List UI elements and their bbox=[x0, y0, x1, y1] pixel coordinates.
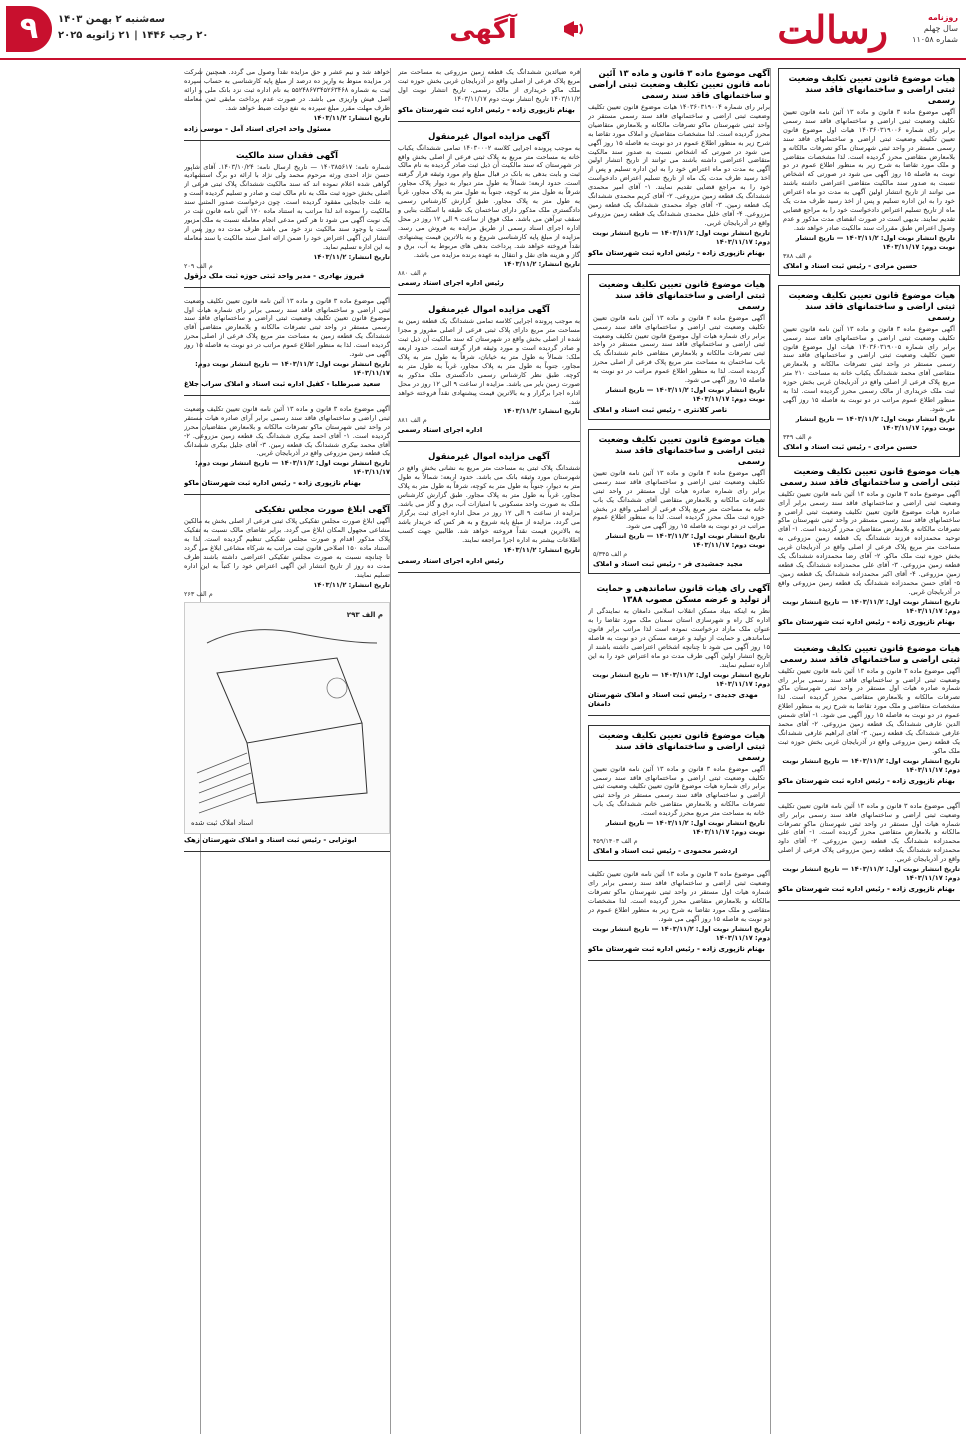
ad-notice bbox=[778, 802, 960, 901]
ad-signature: مهدی جدیدی - رئیس ثبت اسناد و املاک شهرستان دامغان bbox=[588, 690, 758, 708]
ad-subdivision bbox=[184, 504, 390, 851]
ad-title: آگهی مزایده اموال غیرمنقول bbox=[428, 130, 550, 141]
ads-columns bbox=[6, 68, 960, 1434]
ad-auction bbox=[398, 131, 580, 296]
ad-body: آگهی موضوع ماده ۳ قانون و ماده ۱۳ آئین نامه قانون تعیین تکلیف وضعیت ثبتی اراضی و ساختمانهای فاقد سند رسمی برابر آرای صادره هیات مستقر در واحد ثبتی شهرستان ماکو تصرفات مالکانه و بلامعارض متقاضیان محرز گردیده است. ۱- آقای احمد بیکری ششدانگ یک قطعه زمین مزروعی. ۲- آقای محمد بیکری ششدانگ یک قطعه زمین. ۳- آقای جلیل بیکری ششدانگ یک قطعه زمین مزروعی واقع در آذربایجان غربی. bbox=[184, 404, 390, 458]
ad-body: آگهی موضوع ماده ۳ قانون و ماده ۱۳ آئین نامه قانون تعیین تکلیف وضعیت ثبتی اراضی و ساختمانهای فاقد سند رسمی برابر رای شماره ۱۴۰۳۶۰۳۱۹۰۰۶ هیات اول موضوع قانون تعیین تکلیف وضعیت ثبتی اراضی و ساختمانهای فاقد سند رسمی مستقر در واحد ثبتی شهرستان ماکو تصرفات مالکانه و بلامعارض متقاضی محرز گردیده است. لذا مشخصات متقاضی و ملک مورد تقاضا به شرح زیر به منظور اطلاع عموم در دو نوبت به فاصله ۱۵ روز آگهی می شود در صورتی که اشخاص نسبت به صدور سند مالکیت متقاضی اعتراضی داشته باشند می توانند از تاریخ انتشار اولین آگهی به مدت دو ماه اعتراض خود را به این اداره تسلیم و پس از اخذ رسید ظرف مدت یک ماه از تاریخ تسلیم اعتراض دادخواست خود را به مراجع قضایی تقدیم نمایند. بدیهی است در صورت انقضای مدت مذکور و عدم وصول اعتراض طبق مقررات سند مالکیت صادر خواهد شد. bbox=[783, 108, 956, 232]
ad-notice bbox=[588, 583, 770, 715]
ad-title: آگهی رای هیات قانون ساماندهی و حمایت از تولید و عرضه مسکن مصوب ۱۳۸۸ bbox=[596, 583, 770, 605]
ad-notice bbox=[778, 466, 960, 634]
column-rule bbox=[390, 68, 391, 1434]
ad-body: آگهی ابلاغ صورت مجلس تفکیکی پلاک ثبتی فرعی از اصلی بخش به مالکین مشاعی مجهول المکان ابلاغ می گردد. برابر تقاضای مالک نسبت به تفکیک پلاک مذکور اقدام و صورت مجلس تفکیکی تنظیم گردیده است. لذا به استناد ماده ۱۵۰ اصلاحی قانون ثبت مراتب به شرکاء مشاعی ابلاغ می گردد تا چنانچه نسبت به صورت مجلس تفکیکی اعتراضی داشته باشند ظرف مدت ده روز از تاریخ انتشار این آگهی اعتراض خود را کتباً به این اداره تسلیم نمایند. bbox=[184, 517, 390, 579]
ad-notice bbox=[588, 68, 770, 265]
issue-date bbox=[58, 12, 228, 44]
ad-signature: بهنام نازپوری زاده - رئیس اداره ثبت شهرستان ماکو bbox=[778, 885, 955, 894]
ad-title: هیات موضوع قانون تعیین تکلیف وضعیت ثبتی اراضی و ساختمانهای فاقد سند رسمی bbox=[598, 433, 765, 466]
ad-notice bbox=[398, 68, 580, 122]
ad-notice bbox=[588, 274, 770, 420]
ad-date: تاریخ انتشار نوبت اول: ۱۴۰۳/۱۱/۲ — تاریخ انتشار نوبت دوم: ۱۴۰۳/۱۱/۱۷ bbox=[605, 532, 765, 550]
ad-date: تاریخ انتشار: ۱۴۰۳/۱۱/۲ bbox=[313, 113, 390, 122]
ad-date: تاریخ انتشار: ۱۴۰۳/۱۱/۲ bbox=[503, 545, 580, 554]
ad-body: آگهی موضوع ماده ۳ قانون و ماده ۱۳ آئین نامه قانون تعیین تکلیف وضعیت ثبتی اراضی و ساختمانهای فاقد سند رسمی برابر رای شماره هیات موضوع قانون تعیین تکلیف وضعیت ثبتی اراضی و ساختمانهای فاقد سند رسمی مستقر در واحد ثبتی تصرفات مالکانه و بلامعارض متقاضی خانم ششدانگ یک باب خانه به مساحت متر مربع محرز گردیده است. bbox=[593, 764, 766, 818]
ad-date: تاریخ انتشار: ۱۴۰۳/۱۱/۲ bbox=[313, 580, 390, 589]
ad-title: هیات موضوع قانون تعیین تکلیف وضعیت ثبتی اراضی و ساختمانهای فاقد سند رسمی bbox=[598, 278, 765, 311]
ad-title: هیات موضوع قانون تعیین تکلیف وضعیت ثبتی اراضی و ساختمانهای فاقد سند رسمی bbox=[788, 73, 955, 105]
issue-year: سال چهلم bbox=[923, 24, 958, 33]
ad-body: آگهی موضوع ماده ۳ قانون و ماده ۱۳ آئین نامه قانون تعیین تکلیف وضعیت ثبتی اراضی و ساختمانهای فاقد سند رسمی برابر رای شماره ۱۴۰۳۶۰۳۱۹۰۰۵ هیات اول موضوع قانون تعیین تکلیف وضعیت ثبتی اراضی و ساختمانهای فاقد سند رسمی مستقر در واحد ثبتی تصرفات مالکانه و بلامعارض متقاضی آقای محمد ششدانگ یکباب خانه به مساحت ۲۱۰ متر مربع پلاک فرعی از اصلی واقع در آذربایجان غربی بخش حوزه ثبت ملک خریداری از مالک رسمی محرز گردیده است. لذا به منظور اطلاع عموم مراتب در دو نوبت به فاصله ۱۵ روز آگهی می شود. bbox=[783, 324, 956, 413]
date-persian: سه‌شنبه ۲ بهمن ۱۴۰۳ bbox=[58, 14, 166, 25]
ad-ref: م الف ۸۸۰ bbox=[398, 269, 427, 278]
ad-signature: حسین مرادی - رئیس ثبت اسناد و املاک bbox=[783, 261, 918, 270]
ad-body: آگهی موضوع ماده ۳ قانون و ماده ۱۳ آئین نامه قانون تعیین تکلیف وضعیت ثبتی اراضی و ساختمانهای فاقد سند رسمی برابر رای شماره صادره هیات اول مستقر در واحد ثبتی تصرفات مالکانه و بلامعارض متقاضی آقای ششدانگ یک باب خانه به مساحت متر مربع پلاک فرعی از اصلی واقع در بخش حوزه ثبت ملک محرز گردیده است. لذا به منظور اطلاع عموم مراتب در دو نوبت به فاصله ۱۵ روز آگهی می شود. bbox=[593, 468, 766, 531]
page-number-badge: ۹ bbox=[6, 6, 52, 52]
ad-date: تاریخ انتشار نوبت اول: ۱۴۰۳/۱۱/۲ — تاریخ انتشار نوبت دوم: ۱۴۰۳/۱۱/۱۷ bbox=[795, 414, 955, 432]
column-1 bbox=[778, 68, 960, 1434]
ad-date: تاریخ انتشار نوبت اول: ۱۴۰۳/۱۱/۲ — تاریخ انتشار نوبت دوم: ۱۴۰۳/۱۱/۱۷ bbox=[605, 819, 765, 837]
logo-block bbox=[708, 6, 958, 54]
ad-lost-deed bbox=[184, 150, 390, 288]
ad-date: تاریخ انتشار نوبت اول: ۱۴۰۳/۱۱/۲ — تاریخ انتشار نوبت دوم: ۱۴۰۳/۱۱/۱۷ bbox=[782, 756, 960, 774]
ad-signature: ابوترابی - رئیس ثبت اسناد و املاک شهرستان زهک bbox=[184, 835, 357, 844]
ad-date: تاریخ انتشار: ۱۴۰۳/۱۱/۲ bbox=[503, 260, 580, 269]
ad-body: آگهی موضوع ماده ۳ قانون و ماده ۱۳ آئین نامه قانون تعیین تکلیف وضعیت ثبتی اراضی و ساختمانهای فاقد سند رسمی برابر آرای صادره هیات موضوع قانون تعیین تکلیف وضعیت ثبتی اراضی و ساختمانهای فاقد سند رسمی مستقر در واحد ثبتی شهرستان ماکو تصرفات مالکانه و بلامعارض متقاضیان محرز گردیده است. ۱- آقای توحید محمدزاده فرزند ششدانگ یک قطعه زمین مزروعی به مساحت متر مربع پلاک فرعی از اصلی واقع در آذربایجان غربی بخش حوزه ثبت ملک ماکو. ۲- آقای رضا محمدزاده ششدانگ یک قطعه زمین مزروعی. ۳- آقای علی محمدزاده ششدانگ یک قطعه زمین مزروعی. ۴- آقای اکبر محمدزاده ششدانگ یک قطعه زمین. ۵- آقای حسن محمدزاده ششدانگ یک قطعه زمین مزروعی واقع در آذربایجان غربی. bbox=[778, 489, 960, 596]
ad-signature: حسین مرادی - رئیس ثبت اسناد و املاک bbox=[783, 442, 918, 451]
ad-body: شماره نامه: ۱۴۰۳۸۵۶۱۷ — تاریخ ارسال نامه: ۱۴۰۳/۱۰/۲۴. آقای شاپور حسن نژاد احدی ورثه مرحوم محمد ولی نژاد با ارائه دو برگ استشهادیه گواهی شده اعلام نموده اند که سند مالکیت ششدانگ پلاک ثبتی فرعی از اصلی بخش حوزه ثبت ملک به نام مالک ثبت و صادر و تسلیم گردیده است و به علت جابجایی مفقود گردیده است. چون درخواست صدور المثنی سند مالکیت را نموده اند لذا مراتب به استناد ماده ۱۲۰ آئین نامه قانون ثبت در یک نوبت آگهی می شود تا هر کس مدعی انجام معامله نسبت به ملک مزبور است یا وجود سند مالکیت نزد خود می باشد ظرف مدت ده روز پس از انتشار این آگهی اعتراض خود را ضمن ارائه اصل سند مالکیت یا سند معامله به این اداره تسلیم نماید. bbox=[184, 162, 390, 251]
ad-notice bbox=[184, 68, 390, 141]
ad-body: برابر رای شماره ۱۴۰۳۶۰۳۱۹۰۰۴ هیات موضوع قانون تعیین تکلیف وضعیت ثبتی اراضی و ساختمانهای فاقد سند رسمی مستقر در واحد ثبتی شهرستان ماکو تصرفات مالکانه و بلامعارض متقاضیان محرز گردیده است. لذا مشخصات متقاضیان و املاک مورد تقاضا به شرح زیر به منظور اطلاع عموم در دو نوبت به فاصله ۱۵ روز آگهی می شود در صورتی که اشخاص نسبت به صدور سند مالکیت متقاضی اعتراضی داشته باشند می توانند از تاریخ انتشار اولین آگهی به مدت دو ماه اعتراض خود را به این اداره تسلیم و پس از اخذ رسید ظرف مدت یک ماه از تاریخ تسلیم اعتراض دادخواست خود را به مراجع قضایی تقدیم نمایند. ۱- آقای امیر محمدی ششدانگ یک قطعه زمین مزروعی. ۲- آقای کریم محمدی ششدانگ یک قطعه زمین. ۳- آقای جواد محمدی ششدانگ یک قطعه زمین مزروعی. ۴- آقای خلیل محمدی ششدانگ یک قطعه زمین مزروعی واقع در آذربایجان غربی. bbox=[588, 103, 770, 227]
ad-date: تاریخ انتشار نوبت اول: ۱۴۰۳/۱۱/۲ — تاریخ انتشار نوبت دوم: ۱۴۰۳/۱۱/۱۷ bbox=[605, 385, 765, 403]
ad-body: به موجب پرونده اجرایی کلاسه ۱۴۰۳۰۰۰۲ تمامی ششدانگ یکباب خانه به مساحت متر مربع به پلاک ثبتی فرعی از اصلی بخش واقع در شهرستان که سند مالکیت آن ذیل ثبت صادر گردیده به نام مالک ثبت و بابت بدهی به بانک در قبال مبلغ وام مورد وثیقه قرار گرفته است. حدود اربعه: شمالاً به طول متر دیوار به دیوار پلاک مجاور، شرقاً به طول متر به کوچه، جنوباً به طول متر به پلاک مجاور، غرباً به طول متر به پلاک مجاور. طبق گزارش کارشناس رسمی دادگستری ملک مذکور دارای ساختمان یک طبقه با اسکلت بنایی و سقف تیرآهن می باشد. ملک فوق از ساعت ۹ الی ۱۲ روز در محل اداره اجرای اسناد رسمی از طریق مزایده به فروش می رسد. مزایده از مبلغ پایه کارشناسی شروع و به بالاترین قیمت پیشنهادی نقداً فروخته خواهد شد. پرداخت بدهی های مربوط به آب، برق و گاز و هزینه های نقل و انتقال به عهده برنده مزایده می باشد. bbox=[398, 143, 580, 259]
ad-ref: م الف ۲۰۹ bbox=[184, 261, 213, 270]
ad-signature: اردشیر محمودی - رئیس ثبت اسناد و املاک bbox=[593, 847, 738, 856]
ad-body: آگهی موضوع ماده ۳ قانون و ماده ۱۳ آئین نامه قانون تعیین تکلیف وضعیت ثبتی اراضی و ساختمانهای فاقد سند رسمی برابر رای شماره هیات اول مستقر در واحد ثبتی شهرستان ماکو تصرفات مالکانه و بلامعارض متقاضی محرز گردیده است. ۱- آقای علی محمدزاده ششدانگ یک قطعه زمین مزروعی. ۲- آقای داود محمدزاده ششدانگ یک قطعه زمین مزروعی پلاک فرعی از اصلی واقع در آذربایجان غربی. bbox=[778, 801, 960, 864]
ad-title: هیات موضوع قانون تعیین تکلیف وضعیت ثبتی اراضی و ساختمانهای فاقد سند رسمی bbox=[788, 289, 955, 322]
ad-signature: ناصر کلانتری - رئیس ثبت اسناد و املاک bbox=[593, 405, 728, 414]
ad-notice bbox=[184, 297, 390, 396]
column-2 bbox=[588, 68, 770, 1434]
ad-body: قره ضیائدین ششدانگ یک قطعه زمین مزروعی به مساحت متر مربع پلاک فرعی از اصلی واقع در آذربایجان غربی بخش حوزه ثبت ملک ماکو خریداری از مالک رسمی. تاریخ انتشار نوبت اول ۱۴۰۳/۱۱/۲ تاریخ انتشار نوبت دوم ۱۴۰۳/۱۱/۱۷ bbox=[398, 68, 580, 103]
ad-body: ششدانگ پلاک ثبتی به مساحت متر مربع به نشانی بخش واقع در شهرستان مورد وثیقه بانک می باشد. حدود اربعه: شمالاً به طول متر به دیوار، جنوباً به طول متر به کوچه، شرقاً به طول متر به پلاک مجاور، غرباً به طول متر به پلاک مجاور. طبق گزارش کارشناس ملک به صورت واحد مسکونی با امتیازات آب، برق و گاز می باشد. مزایده از ساعت ۹ الی ۱۲ روز در محل اداره اجرای ثبت برگزار می گردد. مزایده از مبلغ پایه شروع و به هر کس که خریدار باشد به بالاترین قیمت نقداً فروخته خواهد شد. طالبین جهت کسب اطلاعات بیشتر به اداره اجرا مراجعه نمایند. bbox=[398, 464, 580, 544]
ad-title: آگهی ابلاغ صورت مجلس تفکیکی bbox=[254, 504, 390, 515]
ad-date: تاریخ انتشار نوبت اول: ۱۴۰۳/۱۱/۲ — تاریخ انتشار نوبت دوم: ۱۴۰۳/۱۱/۱۷ bbox=[782, 597, 960, 615]
survey-sketch-icon bbox=[185, 603, 389, 833]
ad-notice bbox=[778, 643, 960, 793]
ad-ref: م الف ۴۵۹/۱۴۰۳ bbox=[593, 837, 638, 846]
ad-signature: بهنام نازپوری زاده - رئیس اداره ثبت شهرستان ماکو bbox=[184, 479, 361, 488]
column-rule bbox=[580, 68, 581, 1434]
ad-title: هیات موضوع قانون تعیین تکلیف وضعیت ثبتی اراضی و ساختمانهای فاقد سند رسمی bbox=[598, 729, 765, 762]
ad-notice bbox=[184, 405, 390, 495]
column-4 bbox=[184, 68, 390, 1434]
ad-date: تاریخ انتشار نوبت اول: ۱۴۰۳/۱۱/۲ — تاریخ انتشار نوبت دوم: ۱۴۰۳/۱۱/۱۷ bbox=[795, 233, 955, 251]
ad-ref: م الف ۸۸۱ bbox=[398, 416, 427, 425]
ad-signature: رئیس اداره اجرای اسناد رسمی bbox=[398, 556, 504, 565]
ad-body: آگهی موضوع ماده ۳ قانون و ماده ۱۳ آئین نامه قانون تعیین تکلیف وضعیت ثبتی اراضی و ساختمانهای فاقد سند رسمی برابر رای شماره هیات اول موضوع قانون تعیین تکلیف وضعیت ثبتی اراضی و ساختمانهای فاقد سند رسمی مستقر در واحد ثبتی تصرفات مالکانه و بلامعارض متقاضی خانم ششدانگ یک باب ساختمان به مساحت متر مربع پلاک فرعی از اصلی محرز گردیده است. لذا به منظور اطلاع عموم مراتب در دو نوبت به فاصله ۱۵ روز آگهی می شود. bbox=[593, 313, 766, 385]
ad-notice bbox=[588, 870, 770, 960]
ad-notice bbox=[588, 429, 770, 574]
ad-date: تاریخ انتشار نوبت اول: ۱۴۰۳/۱۱/۲ — تاریخ انتشار نوبت دوم: ۱۴۰۳/۱۱/۱۷ bbox=[592, 228, 770, 246]
ad-body: به موجب پرونده اجرایی کلاسه تمامی ششدانگ یک قطعه زمین به مساحت متر مربع دارای پلاک ثبتی فرعی از اصلی مفروز و مجزا شده از اصلی بخش واقع در شهرستان که سند مالکیت آن ذیل ثبت و صادر گردیده است و مورد وثیقه قرار گرفته است. حدود اربعه ملک: شمالاً به طول متر به خیابان، شرقاً به طول متر به پلاک مجاور، جنوباً به طول متر به پلاک مجاور، غرباً به طول متر به کوچه. طبق نظر کارشناس رسمی دادگستری ملک مذکور به صورت زمین بایر می باشد. مزایده از ساعت ۹ الی ۱۲ روز در محل اداره اجرا برگزار و به بالاترین قیمت پیشنهادی نقداً فروخته خواهد شد. bbox=[398, 317, 580, 406]
newspaper-logo: رسالت bbox=[777, 7, 888, 52]
ad-ref: م الف ۲۶۳ bbox=[184, 589, 213, 598]
ad-signature: بهنام نازپوری زاده - رئیس اداره ثبت شهرستان ماکو bbox=[778, 776, 955, 785]
ad-notice bbox=[588, 725, 770, 861]
ad-date: تاریخ انتشار: ۱۴۰۳/۱۱/۲ bbox=[313, 252, 390, 261]
ad-signature: بهنام نازپوری زاده - رئیس اداره ثبت شهرستان ماکو bbox=[588, 944, 765, 953]
ad-signature: بهنام نازپوری زاده - رئیس اداره ثبت شهرستان ماکو bbox=[398, 105, 575, 114]
ad-title: آگهی موضوع ماده ۳ قانون و ماده ۱۳ آئین نامه قانون تعیین تکلیف وضعیت ثبتی اراضی و ساختمانهای فاقد سند رسمی bbox=[588, 68, 770, 100]
column-3 bbox=[398, 68, 580, 1434]
megaphone-icon bbox=[560, 16, 586, 42]
ad-signature: بهنام نازپوری زاده - رئیس اداره ثبت شهرستان ماکو bbox=[778, 617, 955, 626]
ad-title: آگهی مزایده اموال غیرمنقول bbox=[428, 451, 550, 462]
ad-title: هیات موضوع قانون تعیین تکلیف وضعیت ثبتی اراضی و ساختمانهای فاقد سند رسمی bbox=[780, 465, 960, 487]
ad-body: آگهی موضوع ماده ۳ قانون و ماده ۱۳ آئین نامه قانون تعیین تکلیف وضعیت ثبتی اراضی و ساختمانهای فاقد سند رسمی برابر رای شماره هیات اول مستقر در واحد ثبتی شهرستان ماکو تصرفات مالکانه و بلامعارض متقاضی محرز گردیده است. لذا مشخصات متقاضی و ملک مورد تقاضا به شرح زیر به منظور اطلاع عموم در دو نوبت به فاصله ۱۵ روز آگهی می شود. bbox=[588, 870, 770, 923]
masthead bbox=[0, 0, 966, 60]
ad-auction bbox=[398, 451, 580, 572]
ad-title: آگهی فقدان سند مالکیت bbox=[236, 149, 338, 160]
ad-signature: بهنام نازپوری زاده - رئیس اداره ثبت شهرستان ماکو bbox=[588, 248, 765, 257]
ad-date: تاریخ انتشار نوبت اول: ۱۴۰۳/۱۱/۲ — تاریخ انتشار نوبت دوم: ۱۴۰۳/۱۱/۱۷ bbox=[195, 459, 390, 477]
logo-subtitle: روزنامه bbox=[928, 13, 958, 22]
issue-meta bbox=[892, 12, 958, 45]
ad-date: تاریخ انتشار نوبت اول: ۱۴۰۳/۱۱/۲ — تاریخ انتشار نوبت دوم: ۱۴۰۳/۱۱/۱۷ bbox=[782, 865, 960, 883]
ad-signature: مجید جمشیدی فر - رئیس ثبت اسناد و املاک bbox=[593, 560, 743, 569]
scan-stamp-ref: م الف ۲۹۳ bbox=[346, 610, 383, 619]
ad-signature: اداره اجرای اسناد رسمی bbox=[398, 426, 483, 435]
ad-date: تاریخ انتشار: ۱۴۰۳/۱۱/۲ bbox=[503, 407, 580, 416]
ad-date: تاریخ انتشار نوبت اول: ۱۴۰۳/۱۱/۲ — تاریخ انتشار نوبت دوم: ۱۴۰۳/۱۱/۱۷ bbox=[592, 924, 770, 942]
ad-title: هیات موضوع قانون تعیین تکلیف وضعیت ثبتی اراضی و ساختمانهای فاقد سند رسمی bbox=[780, 642, 960, 664]
ad-signature: مسئول واحد اجرای اسناد آمل - موسی زاده bbox=[184, 124, 332, 133]
ad-notice bbox=[778, 68, 960, 276]
ad-signature: فیروز بهادری - مدیر واحد ثبتی حوزه ثبت ملک درقول bbox=[184, 271, 365, 280]
ad-ref: م الف ۵/۳۴۵ bbox=[593, 550, 628, 559]
ad-body: خواهد شد و نیم عشر و حق مزایده نقداً وصول می گردد. همچنین شرکت در مزایده منوط به واریز ده درصد از مبلغ پایه کارشناسی به حساب سپرده ثبت به شماره ۵۵۲۴۸۶۷۳۴۵۲۶۳۴۶۸ به نام اداره ثبت نزد بانک ملی و ارائه اصل فیش واریزی می باشد. در صورت عدم پرداخت مابقی ثمن معامله ظرف مهلت مقرر مبلغ سپرده به نفع دولت ضبط خواهد شد. bbox=[184, 68, 390, 112]
ad-auction bbox=[398, 304, 580, 442]
scanned-survey-document bbox=[184, 602, 390, 834]
ad-body: آگهی موضوع ماده ۳ قانون و ماده ۱۳ آئین نامه قانون تعیین تکلیف وضعیت ثبتی اراضی و ساختمانهای فاقد سند رسمی برابر رای شماره صادره هیات اول مستقر در واحد ثبتی شهرستان ماکو تصرفات مالکانه و بلامعارض متقاضی محرز گردیده است. لذا مشخصات متقاضی و ملک مورد تقاضا به شرح زیر به منظور اطلاع عموم در دو نوبت به فاصله ۱۵ روز آگهی می شود. ۱- آقای شمس الدین عارفی ششدانگ یک قطعه زمین مزروعی. ۲- آقای محمد عارفی ششدانگ یک قطعه زمین. ۳- آقای ابراهیم عارفی ششدانگ یک قطعه زمین مزروعی واقع در آذربایجان غربی بخش حوزه ثبت ملک ماکو. bbox=[778, 666, 960, 755]
ad-body: نظر به اینکه بنیاد مسکن انقلاب اسلامی دامغان به نمایندگی از اداره کل راه و شهرسازی استان سمنان ملک مورد تقاضا را به عنوان ملک مازاد درخواست نموده است لذا مراتب برابر قانون ساماندهی و حمایت از تولید و عرضه مسکن در دو نوبت به فاصله ۱۵ روز آگهی می شود تا چنانچه اشخاص اعتراضی داشته باشند از تاریخ انتشار اولین آگهی ظرف مدت دو ماه اعتراض خود را به این اداره تسلیم نمایند. bbox=[588, 607, 770, 669]
date-other: ۲۰ رجب ۱۴۴۶ | ۲۱ ژانویه ۲۰۲۵ bbox=[58, 30, 209, 41]
ad-notice bbox=[778, 285, 960, 457]
issue-number: شماره ۱۱۰۵۸ bbox=[912, 35, 958, 44]
ad-ref: م الف ۳۴۹ bbox=[783, 432, 812, 441]
ad-date: تاریخ انتشار نوبت اول: ۱۴۰۳/۱۱/۲ — تاریخ انتشار نوبت دوم: ۱۴۰۳/۱۱/۱۷ bbox=[592, 670, 770, 688]
ad-ref: م الف ۳۸۸ bbox=[783, 251, 812, 260]
ad-body: آگهی موضوع ماده ۳ قانون و ماده ۱۳ آئین نامه قانون تعیین تکلیف وضعیت ثبتی اراضی و ساختمانهای فاقد سند رسمی برابر رای شماره هیات اول موضوع قانون تعیین تکلیف وضعیت ثبتی اراضی و ساختمانهای فاقد سند رسمی مستقر در واحد ثبتی تصرفات مالکانه و بلامعارض متقاضی آقای ششدانگ یک قطعه زمین به مساحت متر مربع پلاک فرعی از اصلی محرز گردیده است. لذا به منظور اطلاع عموم مراتب در دو نوبت به فاصله ۱۵ روز آگهی می شود. bbox=[184, 296, 390, 359]
ad-signature: رئیس اداره اجرای اسناد رسمی bbox=[398, 279, 504, 288]
scan-caption: اسناد املاک ثبت شده bbox=[191, 818, 254, 827]
ad-date: تاریخ انتشار نوبت اول: ۱۴۰۳/۱۱/۲ — تاریخ انتشار نوبت دوم: ۱۴۰۳/۱۱/۱۷ bbox=[195, 359, 390, 377]
ad-title: آگهی مزایده اموال غیرمنقول bbox=[428, 304, 550, 315]
column-rule bbox=[770, 68, 771, 1434]
ad-signature: سعید صبرطلبا - کفیل اداره ثبت اسناد و املاک سراب جلاغ bbox=[184, 379, 381, 388]
section-title: آگهی bbox=[449, 15, 517, 45]
